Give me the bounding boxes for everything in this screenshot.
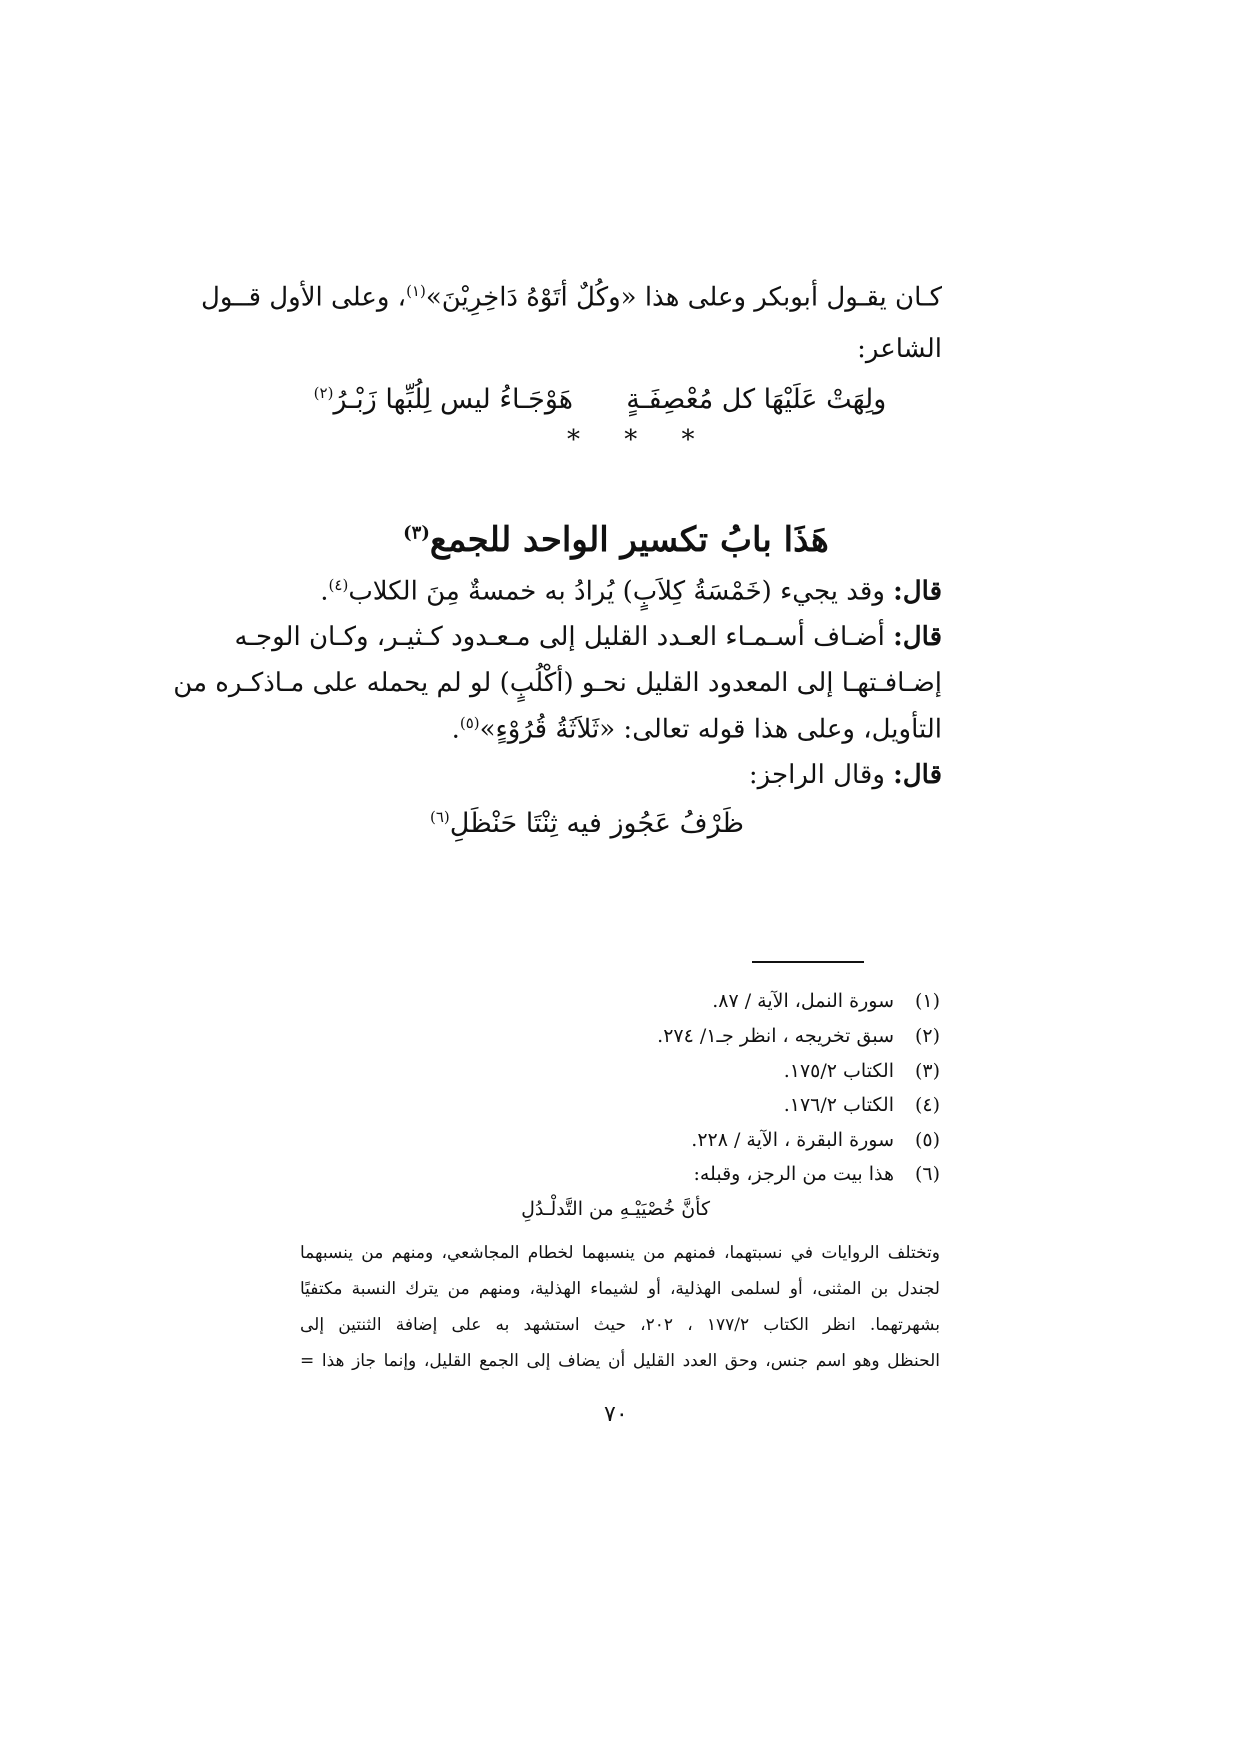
footnote-5: [300, 1129, 940, 1151]
body-text: أضـاف أسـمـاء العـدد القليل إلى مـعـدود كـثيـر، وكـان الوجـه: [234, 622, 885, 652]
footnote-ref: (١): [406, 282, 426, 300]
qala-label: قال:: [893, 760, 942, 790]
footnote-ref: (٣): [403, 522, 430, 544]
verse-line-1: [0, 384, 1220, 415]
footnote-paragraph-line-4: الحنظل وهو اسم جنس، وحق العدد القليل أن يضاف إلى الجمع القليل، وإنما جاز هذا =: [300, 1351, 940, 1371]
body-text: ، وعلى الأول قــول: [201, 282, 407, 313]
footnote-number: (٢): [914, 1025, 940, 1047]
footnote-text: سبق تخريجه ، انظر جـ١/ ٢٧٤.: [657, 1025, 894, 1047]
footnote-text: سورة البقرة ، الآية / ٢٢٨.: [691, 1129, 894, 1151]
body-text: وقال الراجز:: [748, 760, 885, 790]
footnote-number: (٦): [914, 1163, 940, 1185]
paragraph-1: [320, 576, 942, 607]
footnote-ref: (٤): [328, 576, 349, 594]
heading-text: هَذَا بابُ تكسير الواحد للجمع: [429, 520, 829, 560]
footnote-1: [300, 990, 940, 1012]
verse-line-2: [430, 808, 744, 839]
body-text: .: [451, 714, 460, 745]
paragraph-2-line-1: [234, 622, 942, 652]
paragraph-3: [749, 760, 942, 790]
footnote-4: [300, 1094, 940, 1116]
verse-hemistich-2: هَوْجَـاءُ ليس لِلُبِّها زَبْـرُ: [333, 384, 574, 415]
footnote-number: (٤): [914, 1094, 940, 1116]
body-text: وقد يجيء (خَمْسَةُ كِلاَبٍ) يُرادُ به خمسةٌ مِنَ الكلاب: [348, 576, 885, 607]
footnote-text: الكتاب ١٧٥/٢.: [783, 1060, 894, 1082]
body-text: كـان يقـول أبوبكر وعلى هذا «وكُلٌ أتَوْهُ دَاخِرِيْنَ»: [425, 282, 942, 313]
section-heading: [0, 520, 1236, 560]
footnote-separator: [752, 961, 864, 963]
footnote-ref: (٢): [313, 384, 334, 402]
qala-label: قال:: [893, 576, 942, 607]
footnote-ref: (٦): [429, 808, 450, 826]
verse-hemistich-1: ولِهَتْ عَلَيْهَا كل مُعْصِفَـةٍ: [626, 384, 887, 415]
section-divider-stars: * * *: [567, 425, 713, 455]
footnote-number: (٥): [914, 1129, 940, 1151]
body-text: إضـافـتهـا إلى المعدود القليل نحـو (أكْلُبٍ) لو لم يحمله على مـاذكـره من: [173, 668, 942, 698]
body-line-2: [857, 334, 942, 364]
footnote-ref: (٥): [459, 714, 480, 732]
body-line-1: [201, 282, 942, 313]
footnote-verse: كأنَّ خُصْيَيْـهِ من التَّدلْـدُلِ: [521, 1198, 710, 1220]
footnote-number: (٣): [914, 1060, 940, 1082]
footnote-3: [300, 1060, 940, 1082]
qala-label: قال:: [893, 622, 942, 652]
footnote-text: سورة النمل، الآية / ٨٧.: [712, 990, 894, 1012]
footnote-text: الكتاب ١٧٦/٢.: [783, 1094, 894, 1116]
body-text: الشاعر:: [857, 334, 942, 364]
verse-text: ظَرْفُ عَجُوز فيه ثِنْتَا حَنْظَلِ: [449, 808, 744, 839]
footnote-text: هذا بيت من الرجز، وقبله:: [693, 1163, 894, 1185]
footnote-number: (١): [914, 990, 940, 1012]
footnote-6: [300, 1163, 940, 1185]
footnote-paragraph-line-1: وتختلف الروايات في نسبتهما، فمنهم من ينسبهما لخطام المجاشعي، ومنهم من ينسبهما: [300, 1243, 940, 1263]
page-number: ٧٠: [604, 1402, 628, 1427]
paragraph-2-line-3: [452, 714, 942, 745]
paragraph-2-line-2: [173, 668, 942, 698]
body-text: .: [320, 576, 329, 607]
footnote-paragraph-line-3: بشهرتهما. انظر الكتاب ١٧٧/٢ ، ٢٠٢، حيث استشهد به على إضافة الثنتين إلى: [300, 1315, 941, 1335]
footnote-2: [300, 1025, 940, 1047]
footnote-paragraph-line-2: لجندل بن المثنى، أو لسلمى الهذلية، أو لشيماء الهذلية، ومنهم من يترك النسبة مكتفيًا: [300, 1279, 940, 1299]
body-text: التأويل، وعلى هذا قوله تعالى: «ثَلاَثَةُ قُرُوْءٍ»: [479, 714, 942, 745]
